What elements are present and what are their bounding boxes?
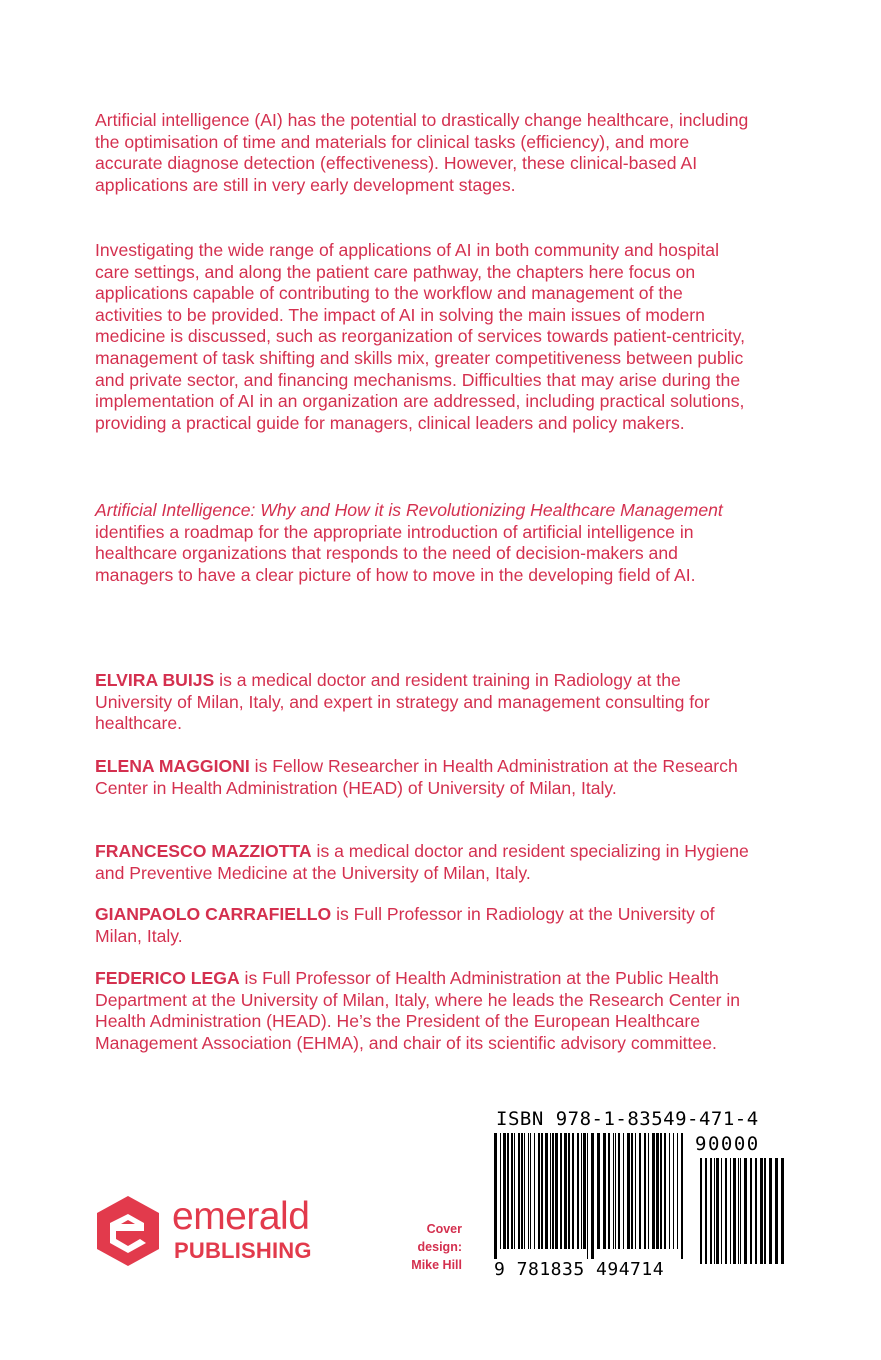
- credit-line-2: design:: [417, 1240, 462, 1254]
- barcode-bar: [613, 1133, 614, 1249]
- barcode-bar: [541, 1133, 543, 1249]
- blurb-paragraph-1: [95, 110, 750, 196]
- barcode-bar: [545, 1133, 548, 1249]
- barcode-bar: [538, 1133, 540, 1249]
- isbn-number: ISBN 978-1-83549-471-4: [496, 1108, 759, 1130]
- author-bio-1: [95, 670, 750, 735]
- barcode-bar: [524, 1133, 525, 1249]
- barcode-bar: [560, 1133, 562, 1249]
- barcode-bar: [615, 1133, 616, 1249]
- barcode-bar: [755, 1158, 757, 1264]
- barcode-bar: [514, 1133, 515, 1249]
- barcode-bar: [521, 1133, 523, 1249]
- barcode-bar: [744, 1158, 747, 1264]
- barcode-bar: [769, 1158, 772, 1264]
- barcode-bar: [577, 1133, 579, 1249]
- barcode-bar: [550, 1133, 551, 1249]
- blurb-text-3: [95, 500, 750, 586]
- author-name: ELENA MAGGIONI: [95, 756, 250, 776]
- barcode-bar: [716, 1158, 719, 1264]
- author-description: is Full Professor in Radiology at the University of Milan, Italy.: [95, 904, 715, 946]
- author-description: is Fellow Researcher in Health Administration at the Research Center in Health Administration (HEAD) of University of Milan, Italy.: [95, 756, 738, 798]
- barcode-bar: [597, 1133, 600, 1249]
- cover-design-credit: [390, 1220, 462, 1274]
- barcode-bar: [500, 1133, 501, 1249]
- barcode-bar: [608, 1133, 610, 1249]
- emerald-hexagon-icon: [94, 1194, 162, 1268]
- barcode-bar: [764, 1158, 766, 1264]
- barcode-bar: [710, 1158, 712, 1264]
- barcode-bar: [635, 1133, 636, 1249]
- author-description: is a medical doctor and resident training in Radiology at the University of Milan, Italy, and expert in strategy and management consulting for healthcare.: [95, 670, 710, 734]
- barcode-bar: [581, 1133, 582, 1249]
- blurb-text-3-rest: identifies a roadmap for the appropriate introduction of artificial intelligence in healthcare organizations that responds to the need of decision-makers and managers to have a clear picture of how to move in the developing field of AI.: [95, 521, 696, 585]
- author-name: GIANPAOLO CARRAFIELLO: [95, 904, 332, 924]
- credit-line-3: Mike Hill: [411, 1258, 462, 1272]
- barcode-bar: [644, 1133, 646, 1249]
- barcode-bar: [781, 1158, 784, 1264]
- barcode-digits: 9 781835 494714: [494, 1259, 665, 1280]
- barcode-main-bars: [492, 1133, 692, 1261]
- barcode-bar: [631, 1133, 633, 1249]
- publisher-subname: PUBLISHING: [174, 1238, 312, 1263]
- barcode-bar: [494, 1133, 497, 1259]
- isbn-barcode: [480, 1108, 810, 1284]
- barcode-bar: [639, 1133, 641, 1249]
- barcode-bar: [656, 1133, 659, 1249]
- author-description: is Full Professor of Health Administration at the Public Health Department at the University of Milan, Italy, where he leads the Research Center in Health Administration (HEAD). He’s the President of the European Healthcare Management Association (EHMA), and chair of its scientific advisory committee.: [95, 968, 741, 1053]
- price-addon-digits: 90000: [695, 1133, 760, 1155]
- barcode-bar: [534, 1133, 535, 1249]
- barcode-bar: [568, 1133, 570, 1249]
- barcode-bar: [677, 1133, 678, 1249]
- barcode-addon-bars: [698, 1158, 790, 1266]
- blurb-text-1: Artificial intelligence (AI) has the potential to drastically change healthcare, including the optimisation of time and materials for clinical tasks (efficiency), and more accurate diagnose detection (effectiveness). However, these clinical-based AI applications are still in very early development stages.: [95, 110, 749, 195]
- publisher-name: emerald: [172, 1195, 310, 1238]
- barcode-bar: [528, 1133, 529, 1249]
- barcode-bar: [740, 1158, 741, 1264]
- author-description: is a medical doctor and resident specializing in Hygiene and Preventive Medicine at the University of Milan, Italy.: [95, 841, 749, 883]
- barcode-bar: [733, 1158, 736, 1264]
- barcode-bar: [664, 1133, 666, 1249]
- author-bio-2: [95, 756, 750, 799]
- blurb-text-2: Investigating the wide range of applications of AI in both community and hospital care settings, and along the patient care pathway, the chapters here focus on applications capable of contributing to the workflow and management of the activities to be provided. The impact of AI in solving the main issues of modern medicine is discussed, such as reorganization of services towards patient-centricity, management of task shifting and skills mix, greater competitiveness between public and private sector, and financing mechanisms. Difficulties that may arise during the implementation of AI in an organization are addressed, including practical solutions, providing a practical guide for managers, clinical leaders and policy makers.: [95, 240, 745, 433]
- barcode-bar: [669, 1133, 670, 1249]
- author-name: FRANCESCO MAZZIOTTA: [95, 841, 312, 861]
- barcode-bar: [681, 1133, 683, 1259]
- barcode-bar: [660, 1133, 662, 1249]
- barcode-bar: [591, 1133, 594, 1259]
- barcode-bar: [507, 1133, 509, 1249]
- barcode-bar: [721, 1158, 722, 1264]
- blurb-paragraph-3: [95, 500, 750, 586]
- barcode-bar: [518, 1133, 520, 1249]
- barcode-bar: [673, 1133, 674, 1249]
- author-bio-4: [95, 904, 750, 947]
- barcode-bar: [714, 1158, 715, 1264]
- author-name: FEDERICO LEGA: [95, 968, 240, 988]
- barcode-bar: [750, 1158, 752, 1264]
- emerald-publishing-logo: [94, 1194, 334, 1268]
- author-name: ELVIRA BUIJS: [95, 670, 215, 690]
- barcode-bar: [627, 1133, 630, 1249]
- barcode-bar: [700, 1158, 702, 1264]
- barcode-bar: [775, 1158, 778, 1264]
- barcode-bar: [623, 1133, 624, 1249]
- barcode-bar: [603, 1133, 606, 1249]
- barcode-bar: [564, 1133, 567, 1249]
- barcode-bar: [618, 1133, 620, 1249]
- barcode-bar: [652, 1133, 655, 1249]
- blurb-paragraph-2: [95, 240, 750, 434]
- barcode-bar: [503, 1133, 506, 1249]
- barcode-bar: [725, 1158, 727, 1264]
- barcode-bar: [738, 1158, 739, 1264]
- credit-line-1: Cover: [426, 1222, 462, 1236]
- book-title-reference: Artificial Intelligence: Why and How it is Revolutionizing Healthcare Management: [95, 500, 723, 520]
- author-bio-5: [95, 968, 750, 1054]
- author-bio-3: [95, 841, 750, 884]
- barcode-bar: [530, 1133, 531, 1249]
- barcode-bar: [587, 1133, 588, 1259]
- barcode-bar: [555, 1133, 558, 1249]
- barcode-bar: [511, 1133, 513, 1249]
- barcode-bar: [552, 1133, 554, 1249]
- barcode-bar: [648, 1133, 649, 1249]
- barcode-bar: [572, 1133, 574, 1249]
- barcode-bar: [760, 1158, 763, 1264]
- barcode-bar: [705, 1158, 707, 1264]
- barcode-bar: [583, 1133, 586, 1249]
- barcode-bar: [730, 1158, 731, 1264]
